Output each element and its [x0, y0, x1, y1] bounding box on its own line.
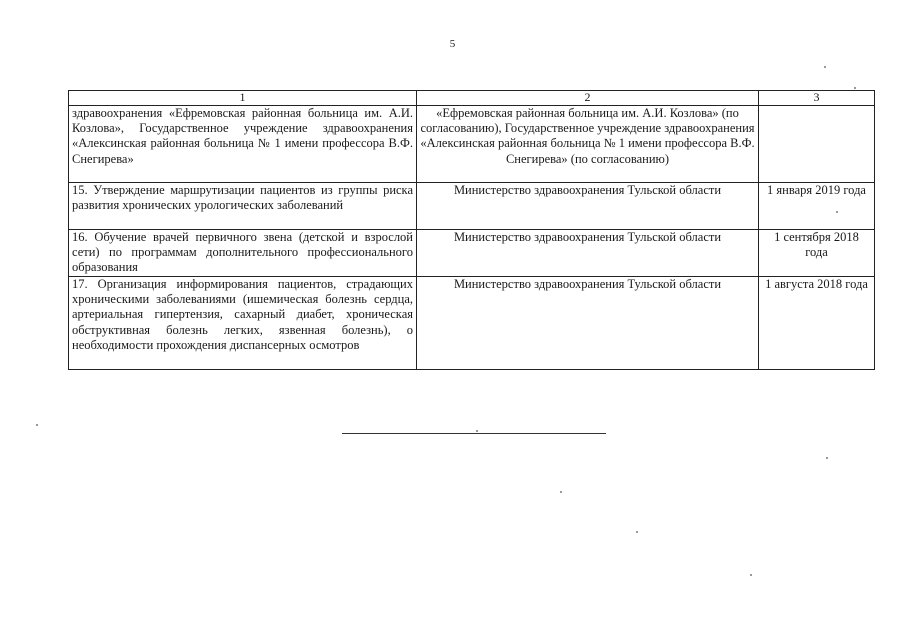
scan-speck [36, 424, 38, 426]
executor-cell: Министерство здравоохранения Тульской области [417, 230, 759, 277]
scan-speck [854, 87, 856, 89]
scan-speck [824, 66, 826, 68]
scan-speck [750, 574, 752, 576]
end-divider-line [342, 433, 606, 434]
deadline-cell: 1 января 2019 года [759, 183, 875, 230]
table-header-row [69, 91, 875, 106]
deadline-cell: 1 августа 2018 года [759, 277, 875, 370]
table-row [69, 230, 875, 277]
scan-speck [826, 457, 828, 459]
table-row [69, 106, 875, 183]
scan-speck [560, 491, 562, 493]
column-header-1: 1 [69, 91, 417, 106]
executor-cell: «Ефремовская районная больница им. А.И. Козлова» (по согласованию), Государственное учреждение здравоохранения «Алексинская районная больница № 1 имени профессора В.Ф. Снегирева» (по согласованию) [417, 106, 759, 183]
executor-cell: Министерство здравоохранения Тульской области [417, 277, 759, 370]
plan-table [68, 90, 875, 370]
column-header-3: 3 [759, 91, 875, 106]
deadline-cell [759, 106, 875, 183]
table-row [69, 183, 875, 230]
executor-cell: Министерство здравоохранения Тульской области [417, 183, 759, 230]
scan-speck [836, 211, 838, 213]
task-cell: здравоохранения «Ефремовская районная больница им. А.И. Козлова», Государственное учреждение здравоохранения «Алексинская районная больница № 1 имени профессора В.Ф. Снегирева» [69, 106, 417, 183]
task-cell: 17. Организация информирования пациентов, страдающих хроническими заболеваниями (ишемическая болезнь сердца, артериальная гипертензия, сахарный диабет, хроническая обструктивная болезнь легких, язвенная болезнь), о необходимости прохождения диспансерных осмотров [69, 277, 417, 370]
table-row [69, 277, 875, 370]
scan-speck [636, 531, 638, 533]
deadline-cell: 1 сентября 2018 года [759, 230, 875, 277]
page-number: 5 [449, 38, 456, 50]
column-header-2: 2 [417, 91, 759, 106]
scan-speck [476, 430, 478, 432]
task-cell: 15. Утверждение маршрутизации пациентов из группы риска развития хронических урологических заболеваний [69, 183, 417, 230]
task-cell: 16. Обучение врачей первичного звена (детской и взрослой сети) по программам дополнительного профессионального образования [69, 230, 417, 277]
